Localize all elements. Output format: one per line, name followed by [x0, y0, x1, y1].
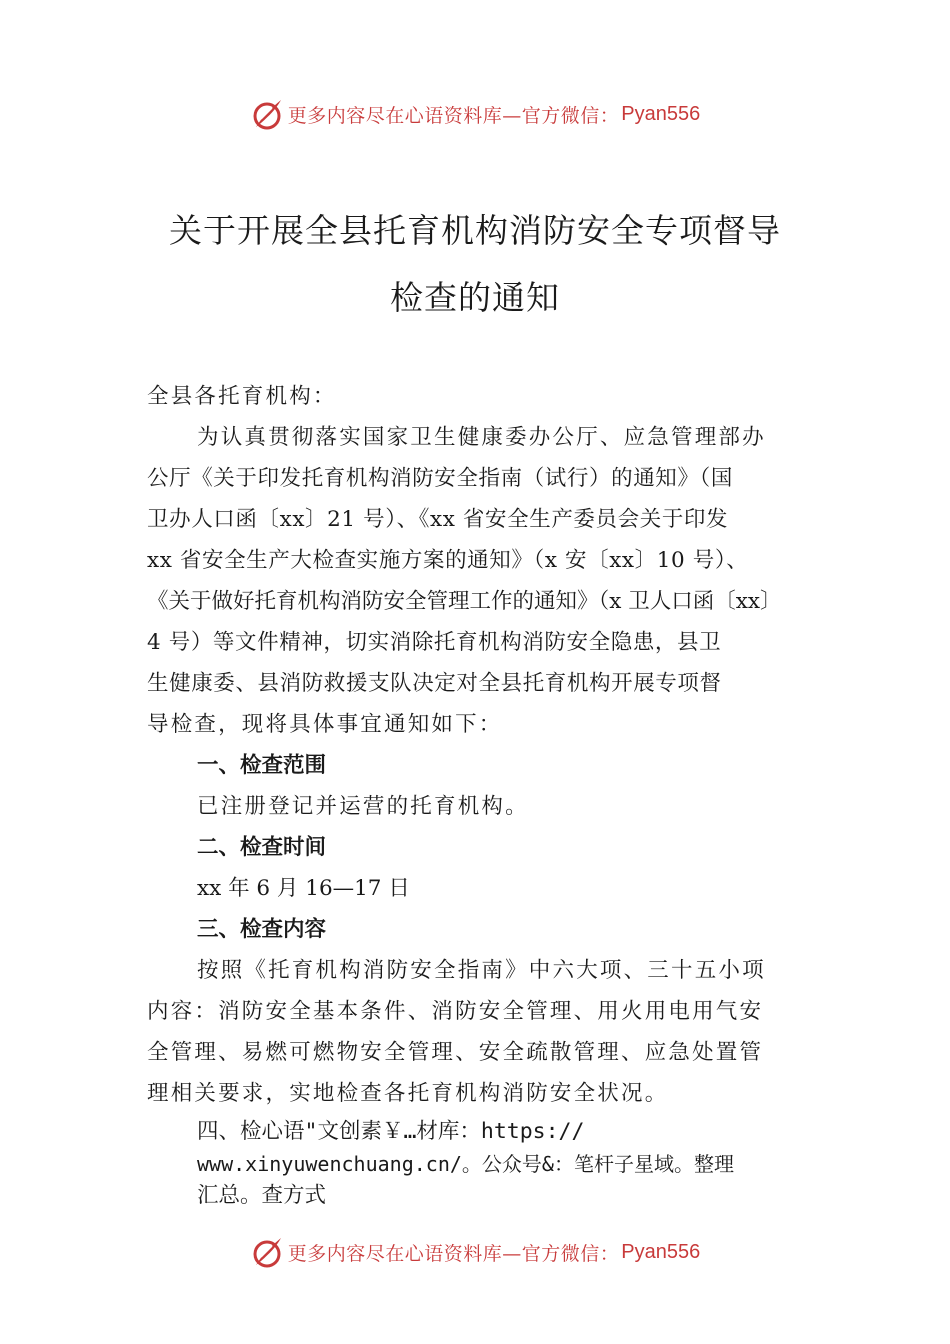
section-1-body: 已注册登记并运营的托育机构。	[197, 794, 529, 819]
footer-watermark-banner	[0, 1230, 950, 1274]
intro-line: 为认真贯彻落实国家卫生健康委办公厅、应急管理部办	[197, 425, 766, 450]
footer-watermark-id: Pyan556	[621, 1240, 701, 1263]
intro-line: xx 省安全生产大检查实施方案的通知》（x 安〔xx〕10 号）、	[147, 548, 749, 573]
header-watermark-text: 更多内容尽在心语资料库—官方微信：	[287, 104, 620, 127]
document-body	[147, 376, 837, 1212]
section-2-body: xx 年 6 月 16—17 日	[197, 876, 410, 901]
section-3-line: 理相关要求，实地检查各托育机构消防安全状况。	[147, 1081, 669, 1106]
intro-line: 《关于做好托育机构消防安全管理工作的通知》（x 卫人口函〔xx〕	[147, 589, 782, 614]
section-3-line: 内容：消防安全基本条件、消防安全管理、用火用电用气安	[147, 999, 764, 1024]
document-title-line-1: 关于开展全县托育机构消防安全专项督导	[169, 211, 781, 250]
intro-line: 公厅《关于印发托育机构消防安全指南（试行）的通知》（国	[147, 466, 733, 491]
quill-logo-icon	[250, 1235, 284, 1269]
document-title-line-2: 检查的通知	[390, 278, 560, 317]
section-2-heading: 二、检查时间	[197, 835, 327, 860]
section-1-heading: 一、检查范围	[197, 753, 327, 778]
section-4-line: www.xinyuwenchuang.cn/。公众号&：笔杆子星域。整理	[197, 1152, 734, 1176]
intro-line: 卫办人口函〔xx〕21 号）、《xx 省安全生产委员会关于印发	[147, 507, 729, 532]
header-watermark-id: Pyan556	[621, 102, 701, 125]
intro-line: 生健康委、县消防救援支队决定对全县托育机构开展专项督	[147, 671, 722, 696]
intro-line: 导检查，现将具体事宜通知如下：	[147, 712, 503, 737]
intro-line: 4 号）等文件精神，切实消除托育机构消防安全隐患，县卫	[147, 630, 722, 655]
section-4-line: 四、检心语"文创素￥…材库：https://	[197, 1119, 585, 1144]
section-3-heading: 三、检查内容	[197, 917, 327, 942]
header-watermark-banner	[0, 92, 950, 136]
section-3-line: 按照《托育机构消防安全指南》中六大项、三十五小项	[197, 958, 766, 983]
section-4-line: 汇总。查方式	[197, 1183, 327, 1208]
salutation: 全县各托育机构：	[147, 384, 337, 409]
section-3-line: 全管理、易燃可燃物安全管理、安全疏散管理、应急处置管	[147, 1040, 764, 1065]
section-4-block	[147, 1116, 837, 1212]
footer-watermark-text: 更多内容尽在心语资料库—官方微信：	[287, 1242, 620, 1265]
quill-logo-icon	[250, 97, 284, 131]
